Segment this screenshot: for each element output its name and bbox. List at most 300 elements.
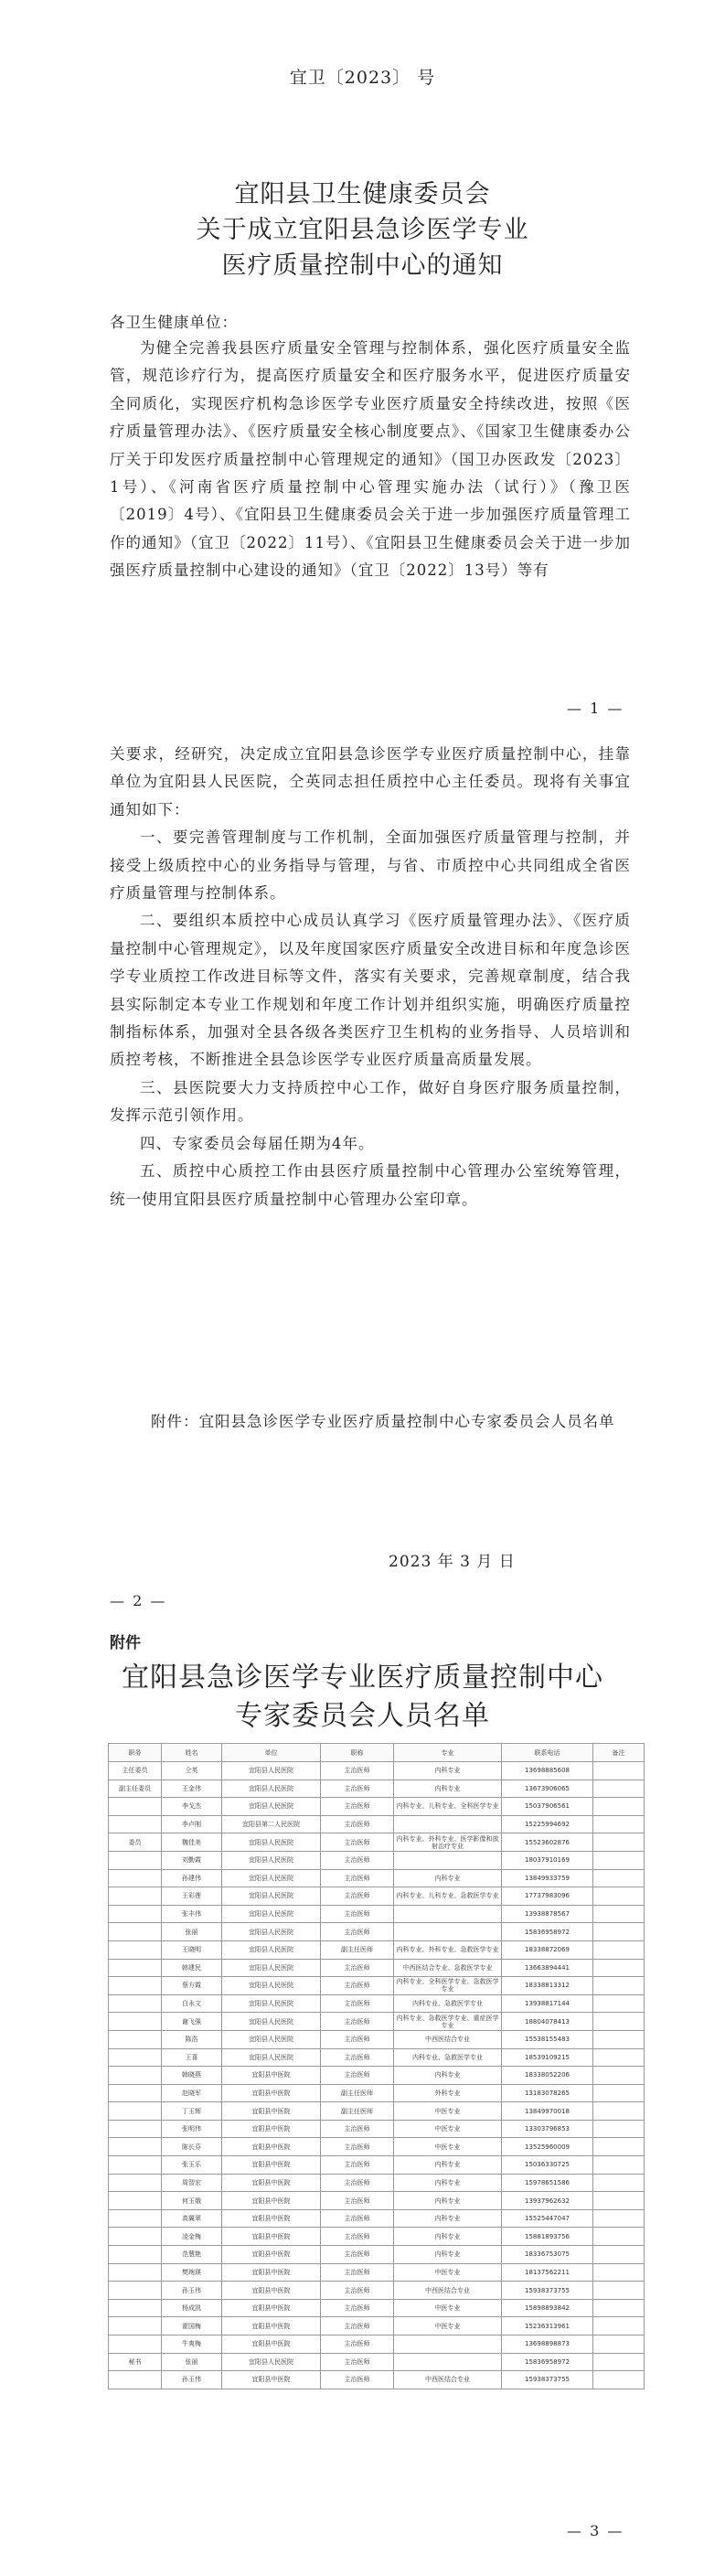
table-cell bbox=[593, 2192, 645, 2210]
table-cell: 主治医师 bbox=[321, 2209, 394, 2228]
table-cell: 白永文 bbox=[162, 1994, 222, 2013]
table-cell: 宜阳县中医院 bbox=[222, 2067, 321, 2085]
table-row bbox=[109, 2084, 645, 2102]
table-cell bbox=[109, 2138, 162, 2156]
table-cell bbox=[593, 1977, 645, 1995]
table-cell: 13303796853 bbox=[502, 2120, 593, 2138]
member-table bbox=[108, 1743, 645, 2389]
table-cell: 主治医师 bbox=[321, 1905, 394, 1923]
table-row bbox=[109, 1833, 645, 1852]
table-cell: 主治医师 bbox=[321, 1780, 394, 1798]
table-row bbox=[109, 2246, 645, 2264]
table-cell bbox=[109, 2299, 162, 2317]
table-cell bbox=[109, 2102, 162, 2121]
table-cell: 魏佳美 bbox=[162, 1833, 222, 1852]
table-cell: 宜阳县人民医院 bbox=[222, 2030, 321, 2048]
table-row bbox=[109, 2371, 645, 2389]
table-cell bbox=[593, 2299, 645, 2317]
notice-item-5: 五、质控中心质控工作由县医疗质量控制中心管理办公室统筹管理，统一使用宜阳县医疗质量控制中心管理办公室印章。 bbox=[110, 1162, 631, 1208]
column-header: 备注 bbox=[593, 1744, 645, 1762]
table-cell: 内科专业 bbox=[394, 1780, 502, 1798]
notice-title bbox=[0, 176, 725, 283]
column-header: 职务 bbox=[109, 1744, 162, 1762]
table-cell bbox=[109, 1851, 162, 1869]
table-cell bbox=[593, 2336, 645, 2354]
table-cell: 主治医师 bbox=[321, 2174, 394, 2192]
table-cell: 18338052206 bbox=[502, 2067, 593, 2085]
attachment-title-line: 宜阳县急诊医学专业医疗质量控制中心 bbox=[122, 1662, 603, 1694]
column-header: 职称 bbox=[321, 1744, 394, 1762]
table-cell: 13673906065 bbox=[502, 1780, 593, 1798]
table-cell: 张明伟 bbox=[162, 2120, 222, 2138]
table-cell: 主治医师 bbox=[321, 1815, 394, 1833]
table-row bbox=[109, 2138, 645, 2156]
table-cell bbox=[593, 1780, 645, 1798]
table-cell: 主治医师 bbox=[321, 1977, 394, 1995]
table-cell: 宜阳县中医院 bbox=[222, 2102, 321, 2121]
table-cell bbox=[109, 2246, 162, 2264]
table-cell: 内科专业、儿科专业、全科医学专业 bbox=[394, 1798, 502, 1816]
table-cell: 内科专业 bbox=[394, 2209, 502, 2228]
table-cell bbox=[109, 2030, 162, 2048]
table-cell: 15898893842 bbox=[502, 2299, 593, 2317]
table-cell bbox=[109, 1905, 162, 1923]
table-cell: 主治医师 bbox=[321, 1869, 394, 1887]
table-cell bbox=[109, 1815, 162, 1833]
table-row bbox=[109, 1851, 645, 1869]
table-cell: 15938373755 bbox=[502, 2282, 593, 2300]
table-row bbox=[109, 1959, 645, 1977]
table-cell bbox=[109, 2013, 162, 2031]
table-cell: 主治医师 bbox=[321, 1923, 394, 1941]
table-cell: 主治医师 bbox=[321, 2120, 394, 2138]
table-cell: 中医专业 bbox=[394, 2102, 502, 2121]
table-cell: 主治医师 bbox=[321, 2192, 394, 2210]
table-cell: 李戈杰 bbox=[162, 1798, 222, 1816]
table-row bbox=[109, 2048, 645, 2067]
table-cell: 15036330725 bbox=[502, 2156, 593, 2175]
table-row bbox=[109, 2102, 645, 2121]
body-section-2 bbox=[110, 741, 631, 1213]
table-cell: 18338872069 bbox=[502, 1940, 593, 1959]
column-header: 专业 bbox=[394, 1744, 502, 1762]
table-cell: 内科专业 bbox=[394, 2192, 502, 2210]
table-cell: 宜阳县中医院 bbox=[222, 2228, 321, 2246]
table-cell bbox=[593, 2138, 645, 2156]
table-cell bbox=[593, 1815, 645, 1833]
table-cell: 中医专业 bbox=[394, 2317, 502, 2336]
table-cell: 宜阳县中医院 bbox=[222, 2156, 321, 2175]
table-row bbox=[109, 1994, 645, 2013]
table-row bbox=[109, 2228, 645, 2246]
table-cell: 13663894441 bbox=[502, 1959, 593, 1977]
table-cell: 周智宏 bbox=[162, 2174, 222, 2192]
table-cell: 宜阳县中医院 bbox=[222, 2336, 321, 2354]
table-cell bbox=[593, 2102, 645, 2121]
table-cell: 13183078265 bbox=[502, 2084, 593, 2102]
table-cell: 内科专业 bbox=[394, 2228, 502, 2246]
table-cell: 17737983096 bbox=[502, 1887, 593, 1906]
table-cell: 张丽 bbox=[162, 1923, 222, 1941]
table-cell bbox=[593, 2174, 645, 2192]
table-row bbox=[109, 2353, 645, 2371]
page-number-2: — 2 — bbox=[110, 1592, 167, 1609]
table-row bbox=[109, 1798, 645, 1816]
table-row bbox=[109, 2174, 645, 2192]
table-row bbox=[109, 1780, 645, 1798]
table-cell: 韩建民 bbox=[162, 1959, 222, 1977]
table-cell bbox=[394, 1923, 502, 1941]
title-line: 医疗质量控制中心的通知 bbox=[221, 251, 504, 280]
table-cell bbox=[109, 2317, 162, 2336]
table-cell: 内科专业、全科医学专业、急救医学专业 bbox=[394, 1977, 502, 1995]
table-cell bbox=[394, 1905, 502, 1923]
attachment-note bbox=[151, 1408, 626, 1436]
table-cell: 李卢刚 bbox=[162, 1815, 222, 1833]
table-cell: 13937962632 bbox=[502, 2192, 593, 2210]
table-cell: 主治医师 bbox=[321, 1959, 394, 1977]
table-cell bbox=[109, 1923, 162, 1941]
table-cell: 内科专业、外科专业、急救医学专业 bbox=[394, 1940, 502, 1959]
issue-date: 2023 年 3 月 日 bbox=[389, 1553, 516, 1571]
table-cell bbox=[593, 1833, 645, 1852]
table-row bbox=[109, 2336, 645, 2354]
table-cell: 中医专业 bbox=[394, 2263, 502, 2282]
table-cell: 15225994692 bbox=[502, 1815, 593, 1833]
table-cell: 宜阳县人民医院 bbox=[222, 1977, 321, 1995]
table-cell bbox=[593, 2353, 645, 2371]
table-cell: 13938817144 bbox=[502, 1994, 593, 2013]
table-cell: 中医专业 bbox=[394, 2299, 502, 2317]
table-cell: 宜阳县中医院 bbox=[222, 2174, 321, 2192]
page-number-3: — 3 — bbox=[567, 2522, 624, 2539]
table-cell bbox=[109, 2048, 162, 2067]
table-cell: 张玉乐 bbox=[162, 2156, 222, 2175]
table-cell: 15525447047 bbox=[502, 2209, 593, 2228]
table-cell: 王彩莲 bbox=[162, 1887, 222, 1906]
notice-item-1: 一、要完善管理制度与工作机制，全面加强医疗质量管理与控制，并接受上级质控中心的业务指导与管理，与省、市质控中心共同组成全省医疗质量管理与控制体系。 bbox=[110, 828, 631, 903]
page-number-1: — 1 — bbox=[567, 700, 624, 717]
table-cell bbox=[109, 2209, 162, 2228]
table-cell: 王金伟 bbox=[162, 1780, 222, 1798]
table-cell: 主治医师 bbox=[321, 2246, 394, 2264]
table-row bbox=[109, 2317, 645, 2336]
table-cell: 宜阳县中医院 bbox=[222, 2282, 321, 2300]
table-cell: 宜阳县人民医院 bbox=[222, 1959, 321, 1977]
table-cell bbox=[593, 1959, 645, 1977]
table-cell: 内科专业 bbox=[394, 2174, 502, 2192]
table-cell: 13938878567 bbox=[502, 1905, 593, 1923]
table-cell bbox=[109, 2282, 162, 2300]
table-cell: 韩晓燕 bbox=[162, 2067, 222, 2085]
table-cell: 宜阳县中医院 bbox=[222, 2371, 321, 2389]
table-cell: 18037910169 bbox=[502, 1851, 593, 1869]
table-cell: 宜阳县人民医院 bbox=[222, 1887, 321, 1906]
attachment-title-line: 专家委员会人员名单 bbox=[235, 1700, 490, 1732]
table-cell bbox=[109, 2156, 162, 2175]
table-row bbox=[109, 2030, 645, 2048]
table-cell: 内科专业 bbox=[394, 2067, 502, 2085]
table-cell: 18804078413 bbox=[502, 2013, 593, 2031]
table-cell bbox=[593, 2013, 645, 2031]
table-cell bbox=[593, 2067, 645, 2085]
table-cell: 宜阳县人民医院 bbox=[222, 1798, 321, 1816]
table-cell: 宜阳县人民医院 bbox=[222, 1780, 321, 1798]
table-cell: 内科专业 bbox=[394, 2246, 502, 2264]
table-cell: 15978651586 bbox=[502, 2174, 593, 2192]
table-cell bbox=[593, 1798, 645, 1816]
table-cell: 宜阳县中医院 bbox=[222, 2246, 321, 2264]
table-row bbox=[109, 1762, 645, 1780]
table-cell bbox=[593, 2030, 645, 2048]
table-row bbox=[109, 2192, 645, 2210]
table-row bbox=[109, 1923, 645, 1941]
notice-item-3: 三、县医院要大力支持质控中心工作，做好自身医疗服务质量控制，发挥示范引领作用。 bbox=[110, 1078, 631, 1125]
table-cell: 主任委员 bbox=[109, 1762, 162, 1780]
table-row bbox=[109, 2299, 645, 2317]
table-cell: 主治医师 bbox=[321, 1762, 394, 1780]
table-row bbox=[109, 2209, 645, 2228]
table-cell bbox=[593, 1851, 645, 1869]
table-cell: 宜阳县第二人民医院 bbox=[222, 1815, 321, 1833]
table-cell: 主治医师 bbox=[321, 2336, 394, 2354]
attachment-note-text: 宜阳县急诊医学专业医疗质量控制中心专家委员会人员名单 bbox=[198, 1413, 615, 1430]
attachment-heading: 附件 bbox=[110, 1634, 141, 1652]
table-cell bbox=[593, 1940, 645, 1959]
table-cell bbox=[109, 2174, 162, 2192]
table-cell: 霍国梅 bbox=[162, 2317, 222, 2336]
table-cell bbox=[394, 1815, 502, 1833]
table-cell: 内科专业、儿科专业、急救医学专业 bbox=[394, 1887, 502, 1906]
table-cell: 宜阳县中医院 bbox=[222, 2192, 321, 2210]
table-cell: 秘书 bbox=[109, 2353, 162, 2371]
table-cell bbox=[109, 1977, 162, 1995]
table-cell: 宜阳县人民医院 bbox=[222, 1851, 321, 1869]
table-cell: 高翼翠 bbox=[162, 2209, 222, 2228]
table-cell bbox=[593, 2156, 645, 2175]
table-cell: 15538155483 bbox=[502, 2030, 593, 2048]
table-cell: 18539109215 bbox=[502, 2048, 593, 2067]
table-cell: 15523602876 bbox=[502, 1833, 593, 1852]
table-cell: 何玉娥 bbox=[162, 2192, 222, 2210]
table-cell bbox=[109, 2336, 162, 2354]
table-cell: 陈长芬 bbox=[162, 2138, 222, 2156]
table-cell: 宜阳县中医院 bbox=[222, 2084, 321, 2102]
column-header: 姓名 bbox=[162, 1744, 222, 1762]
table-cell: 牛爽梅 bbox=[162, 2336, 222, 2354]
table-cell: 王晓明 bbox=[162, 1940, 222, 1959]
table-row bbox=[109, 2013, 645, 2031]
notice-item-4: 四、专家委员会每届任期为4年。 bbox=[140, 1134, 375, 1152]
table-cell: 副主任委员 bbox=[109, 1780, 162, 1798]
table-cell: 主治医师 bbox=[321, 2317, 394, 2336]
table-cell bbox=[593, 2371, 645, 2389]
table-cell: 谢飞强 bbox=[162, 2013, 222, 2031]
table-cell: 赵晓军 bbox=[162, 2084, 222, 2102]
table-cell: 孙建伟 bbox=[162, 1869, 222, 1887]
table-cell bbox=[109, 2120, 162, 2138]
table-cell: 主治医师 bbox=[321, 2013, 394, 2031]
table-cell: 宜阳县中医院 bbox=[222, 2317, 321, 2336]
table-cell bbox=[593, 2209, 645, 2228]
table-cell: 宜阳县中医院 bbox=[222, 2263, 321, 2282]
table-cell: 凌金梅 bbox=[162, 2228, 222, 2246]
table-cell: 宜阳县人民医院 bbox=[222, 1923, 321, 1941]
body-paragraph-continued: 关要求，经研究，决定成立宜阳县急诊医学专业医疗质量控制中心，挂靠单位为宜阳县人民医院，仝英同志担任质控中心主任委员。现将有关事宜通知如下： bbox=[110, 745, 631, 818]
table-cell: 主治医师 bbox=[321, 2299, 394, 2317]
table-row bbox=[109, 1815, 645, 1833]
notice-item-2: 二、要组织本质控中心成员认真学习《医疗质量管理办法》、《医疗质量控制中心管理规定》，以及年度国家医疗质量安全改进目标和年度急诊医学专业质控工作改进目标等文件，落实有关要求，完善规章制度，结合我县实际制定本专业工作规划和年度工作计划并组织实施，明确医疗质量控制指标体系，加强对全县各级各类医疗卫生机构的业务指导、人员培训和质控考核，不断推进全县急诊医学专业医疗质量高质量发展。 bbox=[110, 912, 631, 1069]
table-cell: 蔡方霞 bbox=[162, 1977, 222, 1995]
table-cell: 主治医师 bbox=[321, 2138, 394, 2156]
table-cell: 主治医师 bbox=[321, 2263, 394, 2282]
table-cell: 13849970018 bbox=[502, 2102, 593, 2121]
table-cell: 15037906561 bbox=[502, 1798, 593, 1816]
table-cell bbox=[109, 2263, 162, 2282]
table-cell: 张丽 bbox=[162, 2353, 222, 2371]
title-line: 关于成立宜阳县急诊医学专业 bbox=[196, 216, 529, 244]
table-row bbox=[109, 1887, 645, 1906]
table-cell bbox=[593, 2084, 645, 2102]
table-cell: 内科专业、急救医学专业、重症医学专业 bbox=[394, 2013, 502, 2031]
table-cell: 18137562211 bbox=[502, 2263, 593, 2282]
table-cell: 王喜 bbox=[162, 2048, 222, 2067]
table-cell: 13525960009 bbox=[502, 2138, 593, 2156]
attachment-title bbox=[0, 1659, 725, 1736]
body-paragraph-1: 为健全完善我县医疗质量安全管理与控制体系，强化医疗质量安全监管，规范诊疗行为，提高医疗质量安全和医疗服务水平，促进医疗质量安全同质化，实现医疗机构急诊医学专业医疗质量安全持续改进，按照《医疗质量管理办法》、《医疗质量安全核心制度要点》、《国家卫生健康委办公厅关于印发医疗质量控制中心管理规定的通知》（国卫办医政发〔2023〕1号）、《河南省医疗质量控制中心管理实施办法（试行）》（豫卫医〔2019〕4号）、《宜阳县卫生健康委员会关于进一步加强医疗质量管理工作的通知》（宜卫〔2022〕11号）、《宜阳县卫生健康委员会关于进一步加强医疗质量控制中心建设的通知》（宜卫〔2022〕13号）等有 bbox=[110, 339, 631, 580]
member-table-body bbox=[109, 1762, 645, 2389]
table-cell: 杨成凯 bbox=[162, 2299, 222, 2317]
table-cell: 中西医结合专业 bbox=[394, 2282, 502, 2300]
table-cell: 樊琬瑛 bbox=[162, 2263, 222, 2282]
table-cell bbox=[109, 2067, 162, 2085]
table-row bbox=[109, 1905, 645, 1923]
table-cell bbox=[109, 2228, 162, 2246]
table-cell bbox=[394, 1851, 502, 1869]
table-cell: 15836958972 bbox=[502, 1923, 593, 1941]
table-cell bbox=[109, 1940, 162, 1959]
table-row bbox=[109, 1977, 645, 1995]
table-cell: 副主任医师 bbox=[321, 1940, 394, 1959]
table-cell: 张丰伟 bbox=[162, 1905, 222, 1923]
table-cell: 宜阳县人民医院 bbox=[222, 2353, 321, 2371]
table-cell: 刘勤霞 bbox=[162, 1851, 222, 1869]
table-cell: 宜阳县中医院 bbox=[222, 2299, 321, 2317]
member-table-header bbox=[109, 1744, 645, 1762]
table-cell: 主治医师 bbox=[321, 2228, 394, 2246]
salutation: 各卫生健康单位： bbox=[110, 314, 238, 331]
table-row bbox=[109, 2282, 645, 2300]
table-cell bbox=[593, 2282, 645, 2300]
table-cell: 陈浩 bbox=[162, 2030, 222, 2048]
table-cell: 内科专业、外科专业、医学影像和放射治疗专业 bbox=[394, 1833, 502, 1852]
table-cell bbox=[593, 1994, 645, 2013]
table-cell bbox=[593, 1762, 645, 1780]
table-cell: 主治医师 bbox=[321, 1851, 394, 1869]
table-cell: 仝英 bbox=[162, 1762, 222, 1780]
column-header: 单位 bbox=[222, 1744, 321, 1762]
header-row bbox=[109, 1744, 645, 1762]
table-cell: 丁玉辉 bbox=[162, 2102, 222, 2121]
table-cell: 宜阳县人民医院 bbox=[222, 1940, 321, 1959]
table-cell bbox=[109, 1959, 162, 1977]
table-cell: 18336753075 bbox=[502, 2246, 593, 2264]
table-cell: 18338813312 bbox=[502, 1977, 593, 1995]
table-cell bbox=[593, 2263, 645, 2282]
table-cell: 主治医师 bbox=[321, 2030, 394, 2048]
table-row bbox=[109, 2156, 645, 2175]
attachment-note-label: 附件： bbox=[151, 1413, 199, 1430]
table-cell: 内科专业 bbox=[394, 1869, 502, 1887]
table-cell bbox=[593, 1869, 645, 1887]
column-header: 联系电话 bbox=[502, 1744, 593, 1762]
table-cell: 主治医师 bbox=[321, 1887, 394, 1906]
table-cell bbox=[109, 1798, 162, 1816]
table-cell: 主治医师 bbox=[321, 2048, 394, 2067]
table-cell: 主治医师 bbox=[321, 2353, 394, 2371]
table-cell: 15236313961 bbox=[502, 2317, 593, 2336]
table-cell: 主治医师 bbox=[321, 1798, 394, 1816]
table-cell bbox=[593, 1905, 645, 1923]
table-cell: 宜阳县人民医院 bbox=[222, 1994, 321, 2013]
table-cell: 内科专业、急救医学专业 bbox=[394, 1994, 502, 2013]
table-cell bbox=[109, 2371, 162, 2389]
table-cell: 宜阳县中医院 bbox=[222, 2138, 321, 2156]
table-cell: 主治医师 bbox=[321, 1833, 394, 1852]
table-cell: 中西医结合专业、急救医学专业 bbox=[394, 1959, 502, 1977]
table-cell: 中医专业 bbox=[394, 2120, 502, 2138]
table-cell: 内科专业 bbox=[394, 2156, 502, 2175]
table-cell: 宜阳县人民医院 bbox=[222, 2048, 321, 2067]
table-cell: 孙玉伟 bbox=[162, 2282, 222, 2300]
table-cell bbox=[394, 2336, 502, 2354]
table-cell: 13849933759 bbox=[502, 1869, 593, 1887]
table-cell: 范慧艳 bbox=[162, 2246, 222, 2264]
table-cell: 13698898873 bbox=[502, 2336, 593, 2354]
table-row bbox=[109, 2263, 645, 2282]
table-row bbox=[109, 1869, 645, 1887]
table-cell bbox=[593, 2228, 645, 2246]
title-line: 宜阳县卫生健康委员会 bbox=[234, 180, 491, 208]
table-cell bbox=[109, 1994, 162, 2013]
table-cell: 主治医师 bbox=[321, 2156, 394, 2175]
table-cell: 宜阳县人民医院 bbox=[222, 1905, 321, 1923]
table-cell bbox=[593, 2246, 645, 2264]
table-cell bbox=[593, 1923, 645, 1941]
table-cell: 委员 bbox=[109, 1833, 162, 1852]
table-cell: 副主任医师 bbox=[321, 2084, 394, 2102]
table-cell: 孙玉伟 bbox=[162, 2371, 222, 2389]
table-cell: 中西医结合专业 bbox=[394, 2030, 502, 2048]
table-cell: 宜阳县人民医院 bbox=[222, 1833, 321, 1852]
document-number: 宜卫〔2023〕 号 bbox=[289, 68, 436, 88]
table-cell: 中西医结合专业 bbox=[394, 2371, 502, 2389]
table-cell bbox=[394, 2353, 502, 2371]
table-cell: 宜阳县中医院 bbox=[222, 2120, 321, 2138]
table-cell: 主治医师 bbox=[321, 2067, 394, 2085]
table-cell bbox=[593, 1887, 645, 1906]
table-cell: 内科专业、急救医学专业 bbox=[394, 2048, 502, 2067]
table-cell: 15938373755 bbox=[502, 2371, 593, 2389]
table-cell bbox=[109, 1887, 162, 1906]
table-cell: 外科专业 bbox=[394, 2084, 502, 2102]
table-cell bbox=[109, 1869, 162, 1887]
table-cell bbox=[593, 2120, 645, 2138]
table-cell: 15836958972 bbox=[502, 2353, 593, 2371]
table-cell: 主治医师 bbox=[321, 2371, 394, 2389]
table-cell: 宜阳县人民医院 bbox=[222, 2013, 321, 2031]
table-cell bbox=[593, 2048, 645, 2067]
